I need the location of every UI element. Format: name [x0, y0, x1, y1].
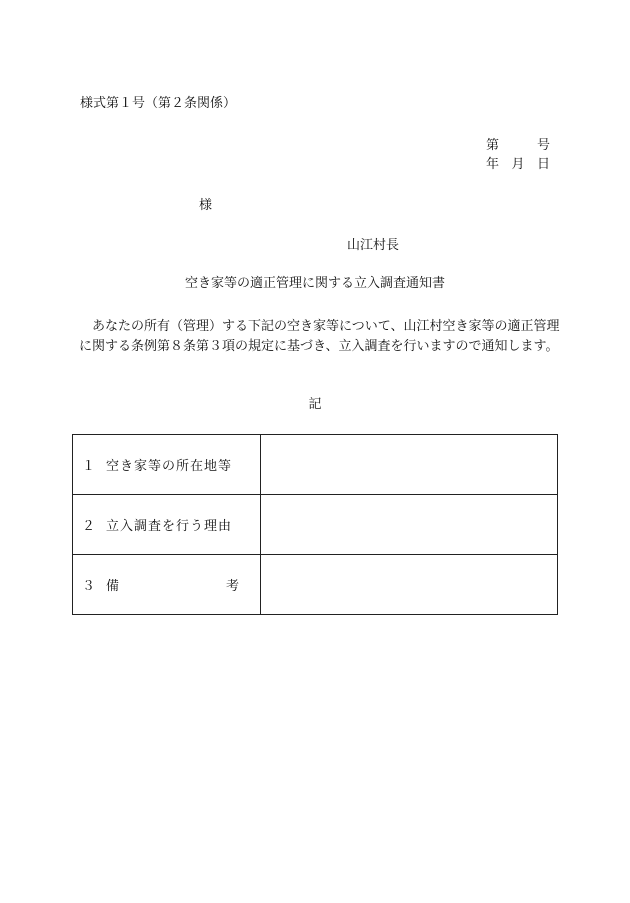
- document-date-line: [486, 158, 550, 171]
- table-row: [73, 495, 558, 555]
- item-value-cell: [261, 495, 558, 555]
- item-number: ２: [82, 519, 97, 534]
- item-value-cell: [261, 555, 558, 615]
- number-gou: 号: [536, 138, 550, 153]
- date-year: 年: [486, 157, 500, 172]
- document-number-line: [486, 139, 550, 152]
- body-paragraph: あなたの所有（管理）する下記の空き家等について、山江村空き家等の適正管理に関する条例第８条第３項の規定に基づき、立入調査を行いますので通知します。: [79, 319, 560, 354]
- item-label-cell: [73, 495, 261, 555]
- item-label-cell: [73, 555, 261, 615]
- date-month: 月: [511, 157, 525, 172]
- items-table: [72, 434, 558, 615]
- document-title: 空き家等の適正管理に関する立入調査通知書: [184, 276, 445, 291]
- item-label: 立入調査を行う理由: [106, 519, 233, 534]
- item-number: １: [82, 459, 97, 474]
- sender-name: 山江村長: [347, 238, 400, 253]
- remarks-label-left: 備: [106, 579, 121, 594]
- addressee-honorific: 様: [199, 198, 213, 213]
- ki-heading: 記: [308, 397, 322, 412]
- date-day: 日: [536, 157, 550, 172]
- item-label-cell: [73, 435, 261, 495]
- item-value-cell: [261, 435, 558, 495]
- table-row: [73, 435, 558, 495]
- item-number: ３: [82, 579, 97, 594]
- remarks-label-right: 考: [225, 579, 240, 594]
- table-row: [73, 555, 558, 615]
- number-dai: 第: [486, 138, 500, 153]
- item-label: 空き家等の所在地等: [106, 459, 233, 474]
- item-label-remarks: [106, 575, 240, 594]
- form-id: 様式第１号（第２条関係）: [80, 96, 237, 111]
